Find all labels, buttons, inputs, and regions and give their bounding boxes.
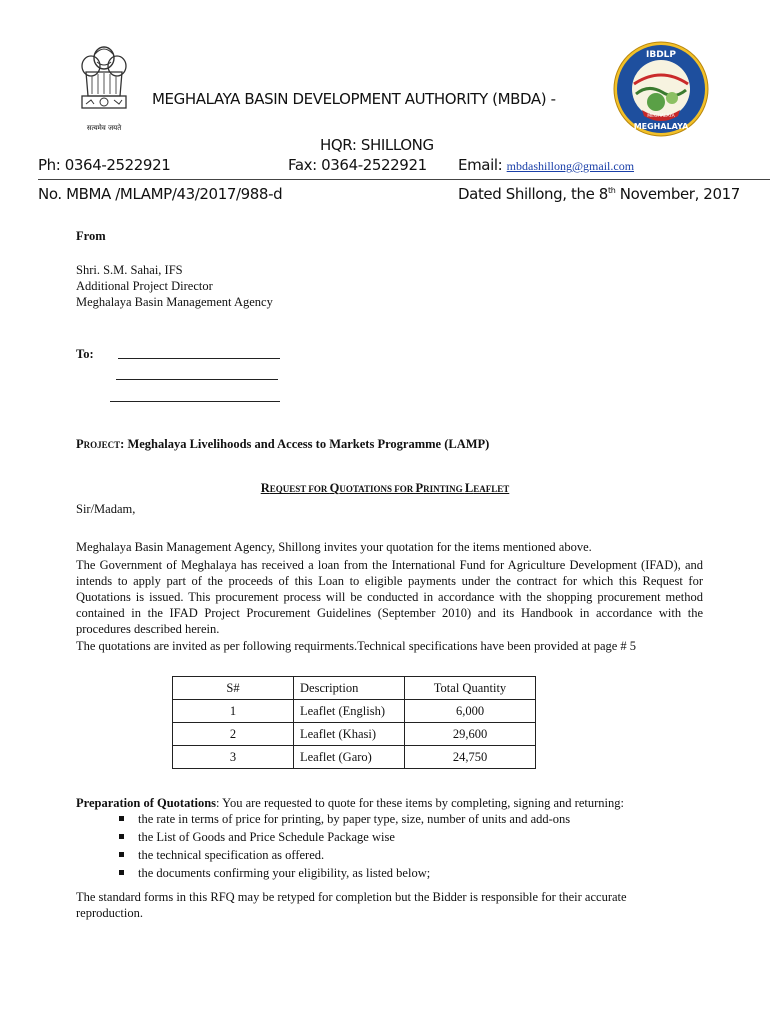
salutation: Sir/Madam, bbox=[76, 502, 136, 516]
loan-paragraph: The Government of Meghalaya has received a loan from the International Fund for Agriculture Development (IFAD), and intends to apply part of the proceeds of this Loan to eligible payments under the contract for which this Request for Quotations is issued. This procurement process will be conducted in accordance with the shopping procurement method contained in the IFAD Project Procurement Guidelines (September 2010) and its Handbook in accordance with the procedures described herein. bbox=[76, 558, 703, 636]
table-cell: 3 bbox=[173, 746, 294, 769]
table-cell: Leaflet (Garo) bbox=[294, 746, 405, 769]
table-row bbox=[173, 746, 536, 769]
reference-number: No. MBMA /MLAMP/43/2017/988-d bbox=[38, 185, 283, 203]
recipient-line-2 bbox=[116, 379, 278, 380]
table-cell: Leaflet (English) bbox=[294, 700, 405, 723]
national-emblem-logo bbox=[78, 40, 130, 136]
list-item: the rate in terms of price for printing, by paper type, size, number of units and add-ons bbox=[76, 810, 716, 828]
preparation-list bbox=[76, 810, 716, 882]
header-cell: Total Quantity bbox=[405, 677, 536, 700]
seal-bottom-text: MEGHALAYA bbox=[633, 122, 689, 131]
ibdlp-seal-logo bbox=[612, 40, 710, 138]
preparation-intro: Preparation of Quotations: You are requested to quote for these items by completing, signing and returning: bbox=[76, 796, 624, 810]
sender-agency: Meghalaya Basin Management Agency bbox=[76, 295, 273, 309]
phone-number: Ph: 0364-2522921 bbox=[38, 156, 171, 174]
to-label: To: bbox=[76, 347, 94, 361]
seal-ribbon-text: MEGHALAYA bbox=[647, 114, 675, 119]
table-cell: 2 bbox=[173, 723, 294, 746]
rfq-title: REQUEST FOR QUOTATIONS FOR PRINTING LEAFLET bbox=[260, 481, 510, 495]
emblem-motto: सत्यमेव जयते bbox=[86, 124, 122, 132]
table-header-row bbox=[173, 677, 536, 700]
authority-title: MEGHALAYA BASIN DEVELOPMENT AUTHORITY (MBDA) - bbox=[152, 90, 556, 108]
recipient-line-3 bbox=[110, 401, 280, 402]
project-line: PROJECT: Meghalaya Livelihoods and Access to Markets Programme (LAMP) bbox=[76, 437, 490, 451]
table-cell: 24,750 bbox=[405, 746, 536, 769]
table-cell: 29,600 bbox=[405, 723, 536, 746]
from-label: From bbox=[76, 229, 106, 243]
headquarters: HQR: SHILLONG bbox=[320, 136, 434, 154]
table-row bbox=[173, 700, 536, 723]
email-label: Email: bbox=[458, 156, 503, 174]
email-line bbox=[458, 156, 634, 174]
table-cell: 1 bbox=[173, 700, 294, 723]
seal-icon bbox=[612, 40, 710, 138]
requirements-text: The quotations are invited as per following requirments.Technical specifications have been provided at page # 5 bbox=[76, 639, 637, 653]
items-table bbox=[172, 676, 536, 769]
header-divider bbox=[38, 179, 770, 180]
header-cell: S# bbox=[173, 677, 294, 700]
email-link[interactable]: mbdashillong@gmail.com bbox=[506, 159, 635, 173]
sender-name: Shri. S.M. Sahai, IFS bbox=[76, 263, 183, 277]
list-item: the List of Goods and Price Schedule Package wise bbox=[76, 828, 716, 846]
table-cell: 6,000 bbox=[405, 700, 536, 723]
invitation-text: Meghalaya Basin Management Agency, Shillong invites your quotation for the items mentioned above. bbox=[76, 540, 592, 554]
sender-designation: Additional Project Director bbox=[76, 279, 213, 293]
recipient-line-1 bbox=[118, 358, 280, 359]
list-item: the documents confirming your eligibility, as listed below; bbox=[76, 864, 716, 882]
lion-capital-icon bbox=[78, 40, 130, 136]
header-cell: Description bbox=[294, 677, 405, 700]
seal-top-text: IBDLP bbox=[645, 50, 677, 60]
letter-date: Dated Shillong, the 8th November, 2017 bbox=[458, 185, 740, 203]
table-cell: Leaflet (Khasi) bbox=[294, 723, 405, 746]
closing-text: The standard forms in this RFQ may be retyped for completion but the Bidder is responsible for their accurate reproduction. bbox=[76, 890, 627, 920]
table-row bbox=[173, 723, 536, 746]
fax-number: Fax: 0364-2522921 bbox=[288, 156, 427, 174]
list-item: the technical specification as offered. bbox=[76, 846, 716, 864]
